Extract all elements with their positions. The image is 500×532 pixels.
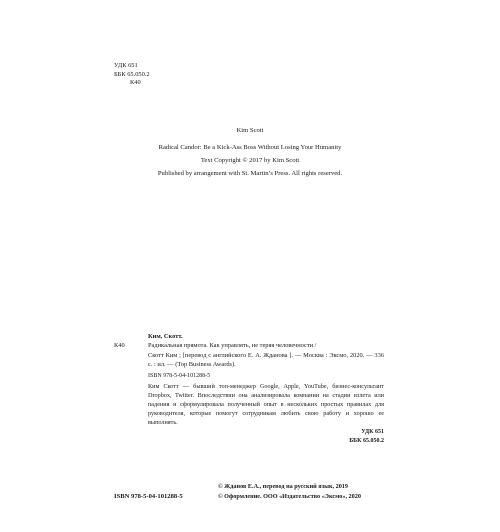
credit-original-title: Radical Candor: Be a Kick-Ass Boss Without Losing Your Humanity	[158, 144, 342, 151]
bib-continuation: Скотт Ким ; [перевод с английского Е. А. Жданова ]. — Москва : Эксмо, 2020. — 336 с. : ил. — (Top Business Awards).	[148, 351, 384, 369]
bib-bbk: ББК 65.050.2	[349, 437, 384, 444]
bib-udk: УДК 651	[361, 428, 384, 435]
bib-title-line: Радикальная прямота. Как управлять, не теряя человечности /	[148, 342, 317, 350]
udk-code: УДК 651	[114, 62, 138, 69]
copyright-block	[218, 482, 361, 503]
copyright-translation: © Жданов Е.А., перевод на русский язык, 2019	[218, 483, 348, 490]
copyright-design: © Оформление. ООО «Издательство «Эксмо», 2020	[218, 493, 361, 501]
bibliographic-record	[114, 332, 384, 446]
isbn-bottom: ISBN 978-5-04-101288-5	[114, 493, 183, 500]
bib-author-mark: К40	[114, 342, 125, 350]
credit-author: Kim Scott	[236, 127, 264, 134]
author-mark: К40	[130, 79, 141, 87]
top-classification-codes	[114, 62, 150, 88]
bib-heading: Ким, Скотт.	[148, 333, 183, 340]
bib-abstract: Ким Скотт — бывший топ-менеджер Google, Apple, YouTube, бизнес-консультант Dropbox, Twitter. Впоследствии она анализировала компании на стадии взлета или падения и сформулировала полученный опыт в нескольких простых правилах для руководителя, которые помогут сотрудникам любить свою работу и хорошо ее выполнять.	[148, 383, 384, 426]
bib-title-row	[114, 341, 384, 350]
bib-isbn: ISBN 978-5-04-101288-5	[148, 372, 211, 379]
credit-arrangement: Published by arrangement with St. Martin’s Press. All rights reserved.	[157, 170, 343, 177]
bbk-code: ББК 65.050.2	[114, 70, 150, 78]
credit-text-copyright: Text Copyright © 2017 by Kim Scott	[200, 157, 300, 164]
